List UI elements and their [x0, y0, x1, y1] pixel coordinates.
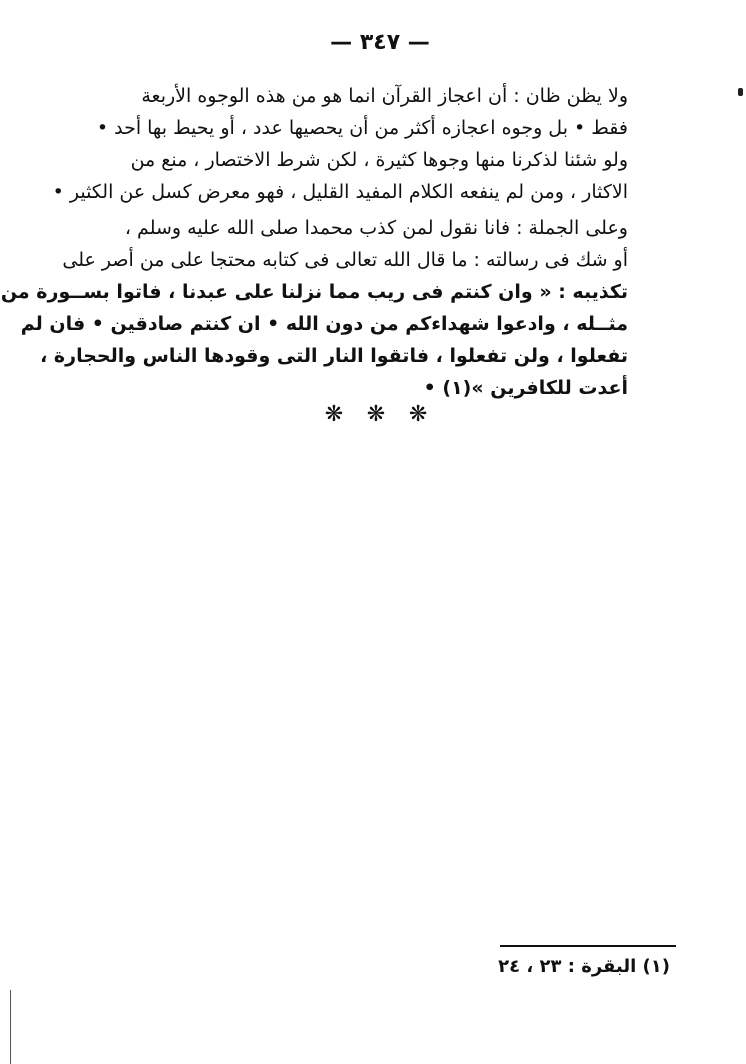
footnote-divider	[500, 945, 676, 947]
paragraph-line: ولو شئنا لذكرنا منها وجوها كثيرة ، لكن شرط الاختصار ، منع من	[130, 149, 628, 171]
scan-artifact	[738, 88, 743, 96]
quran-verse-line: تفعلوا ، ولن تفعلوا ، فاتقوا النار التى وقودها الناس والحجارة ،	[40, 345, 628, 367]
paragraph-line: ولا يظن ظان : أن اعجاز القرآن انما هو من هذه الوجوه الأربعة	[141, 85, 628, 107]
paragraph-line: وعلى الجملة : فانا نقول لمن كذب محمدا صلى الله عليه وسلم ،	[124, 217, 628, 239]
paragraph-line: أو شك فى رسالته : ما قال الله تعالى فى كتابه محتجا على من أصر على	[62, 249, 628, 271]
quran-verse-line: تكذيبه : « وان كنتم فى ريب مما نزلنا على عبدنا ، فاتوا بســورة من	[0, 281, 628, 303]
scan-edge-line	[10, 990, 11, 1064]
paragraph-2	[0, 212, 628, 404]
paragraph-line: الاكثار ، ومن لم ينفعه الكلام المفيد القليل ، فهو معرض كسل عن الكثير •	[52, 181, 628, 203]
quran-verse-line: مثــله ، وادعوا شهداءكم من دون الله • ان كنتم صادقين • فان لم	[20, 313, 628, 335]
footnote: (١) البقرة : ٢٣ ، ٢٤	[498, 956, 670, 977]
quran-verse-line: أعدت للكافرين »(١) •	[423, 377, 628, 399]
paragraph-1	[52, 80, 628, 208]
page-number: — ٣٤٧ —	[330, 30, 430, 55]
paragraph-line: فقط • بل وجوه اعجازه أكثر من أن يحصيها عدد ، أو يحيط بها أحد •	[96, 117, 628, 139]
section-separator: ❋ ❋ ❋	[324, 402, 436, 427]
